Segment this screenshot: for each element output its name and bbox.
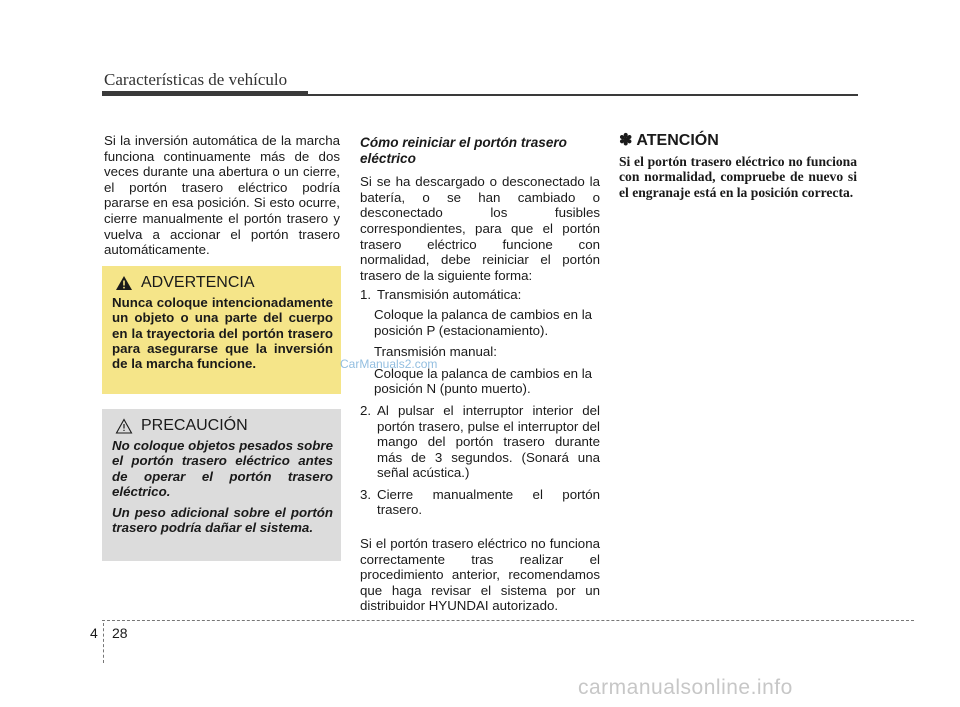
watermark-middle: CarManuals2.com [340, 357, 438, 371]
warning-box [102, 266, 341, 394]
attention-text: Si el portón trasero eléctrico no funciona con normalidad, compruebe de nuevo si el engranaje está en la posición correcta. [619, 153, 857, 200]
caution-text [112, 438, 333, 536]
warning-header [112, 274, 333, 292]
step-1-automatic: Coloque la palanca de cambios en la posición P (estacionamiento). [374, 306, 593, 338]
warning-triangle-icon [115, 275, 133, 291]
step-1-manual: Coloque la palanca de cambios en la posición N (punto muerto). [374, 365, 593, 397]
footer-vertical-rule [103, 623, 104, 663]
step-1 [360, 287, 600, 303]
watermark-footer: carmanualsonline.info [578, 676, 793, 699]
step-3-number: 3. [360, 486, 372, 502]
step-2 [360, 403, 600, 481]
caution-header [112, 417, 333, 435]
step-2-text: Al pulsar el interruptor interior del portón trasero, pulse el interruptor del mango del portón trasero durante más de 3 segundos. (Sonará una señal acústica.) [377, 402, 600, 481]
header-rule [102, 94, 858, 96]
step-2-number: 2. [360, 402, 372, 418]
middle-column [360, 135, 600, 614]
page-number: 28 [112, 625, 128, 641]
attention-title: ATENCIÓN [636, 132, 719, 149]
step-3 [360, 487, 600, 518]
warning-title: ADVERTENCIA [141, 274, 255, 291]
reset-section-heading: Cómo reiniciar el portón trasero eléctrico [360, 135, 567, 166]
right-column [619, 133, 857, 200]
attention-heading [619, 133, 857, 149]
caution-box [102, 409, 341, 561]
footer-rule [102, 620, 914, 621]
step-3-text: Cierre manualmente el portón trasero. [377, 486, 600, 518]
attention-star-icon: ✽ [619, 132, 633, 149]
caution-paragraph-1: No coloque objetos pesados sobre el portón trasero eléctrico antes de operar el portón trasero eléctrico. [112, 438, 333, 499]
reset-intro: Si se ha descargado o desconectado la batería, o se han cambiado o desconectado los fusibles correspondientes, para que el portón trasero eléctrico funcione con normalidad, debe reiniciar el portón trasero de la siguiente forma: [360, 174, 600, 283]
caution-title: PRECAUCIÓN [141, 417, 248, 434]
closing-paragraph: Si el portón trasero eléctrico no funciona correctamente tras realizar el procedimiento anterior, recomendamos que haga revisar el sistema por un distribuidor HYUNDAI autorizado. [360, 536, 600, 614]
step-1-number: 1. [360, 287, 372, 303]
caution-paragraph-2: Un peso adicional sobre el portón trasero podría dañar el sistema. [112, 505, 333, 536]
left-column [104, 133, 340, 258]
caution-triangle-icon [115, 418, 133, 434]
chapter-number: 4 [90, 625, 98, 641]
page-header-title: Características de vehículo [104, 70, 288, 89]
warning-text: Nunca coloque intencionadamente un objeto o una parte del cuerpo en la trayectoria del portón trasero para asegurarse que la inversión de la marcha funcione. [112, 295, 333, 372]
step-1-manual-label: Transmisión manual: [374, 344, 497, 360]
step-1-label: Transmisión automática: [377, 287, 522, 303]
intro-paragraph: Si la inversión automática de la marcha funciona continuamente más de dos veces durante una abertura o un cierre, el portón trasero eléctrico podría pararse en esa posición. Si esto ocurre, cierre manualmente el portón trasero y vuelva a accionar el portón trasero automáticamente. [104, 133, 340, 258]
